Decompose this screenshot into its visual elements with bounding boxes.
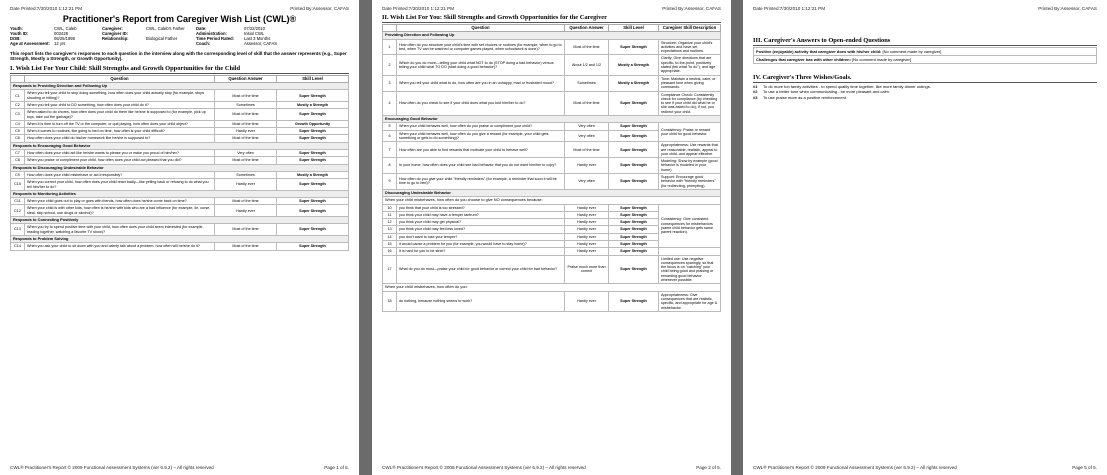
item-number: 8 (383, 158, 397, 174)
table-row (11, 150, 349, 157)
item-number: C11 (11, 198, 25, 205)
group-label: Responds to Discouraging Undesirable Behavior (11, 164, 349, 171)
subgroup-row (383, 284, 721, 291)
item-number: 11 (383, 211, 397, 218)
section-3-title: III. Caregiver's Answers to Open-ended Questions (753, 37, 1097, 46)
skill-description: Appropriateness: Give consequences that are realistic, specific, and appropriate for age & misbehavior. (659, 291, 721, 311)
answer-text: Sometimes (565, 75, 609, 91)
question-text: What do you do most—praise your child for good behavior or correct your child for bad behavior? (397, 255, 565, 284)
skill-level: Super Strength (609, 158, 659, 174)
group-label: Providing Direction and Following Up (383, 32, 721, 39)
section-4-title: IV. Caregiver's Three Wishes/Goals. (753, 74, 1097, 83)
item-number: C9 (11, 171, 25, 178)
question-text: it is hard for you to be strict? (397, 248, 565, 255)
info-label: Coach: (196, 41, 211, 46)
question-text: How often do you structure your child's time with set choices or routines (for example, when to go to bed, when TV can be watched or computer games played, when schoolwork is done)? (397, 39, 565, 55)
item-number: 6 (383, 130, 397, 142)
item-number: 18 (383, 291, 397, 311)
group-row (11, 190, 349, 197)
answer-text: Most of the time (215, 135, 277, 142)
info-label: Relationship: (102, 36, 129, 41)
group-row (11, 142, 349, 149)
open-ended-row: Positive (enjoyable) activity that caregiver does with his/her child: [No comment made by caregiver] (753, 47, 1097, 56)
skill-description: Tone: Maintain a neutral, calm, or pleasant tone when giving commands. (659, 75, 721, 91)
copyright: CWL® Practitioner's Report © 2009 Functional Assessment Systems (ver 6.9.2) – All rights reserved (382, 465, 586, 470)
skill-level: Super Strength (609, 233, 659, 240)
item-number: C3 (11, 109, 25, 121)
answer-text: Sometimes (215, 171, 277, 178)
col-num (383, 25, 397, 32)
answer-text: Hardly ever (215, 128, 277, 135)
question-text: How often does your child misbehave or act irresponsibly? (25, 171, 215, 178)
answer-text: Very often (565, 123, 609, 130)
question-text: When you correct your child, how often does your child react badly—like yelling back or refusing to do what you tell him/her to do? (25, 179, 215, 191)
question-text: When it comes to routines, like going to bed on time, how often is your child difficult? (25, 128, 215, 135)
item-number: 1 (383, 39, 397, 55)
info-value: Assessor, CAFAS (244, 41, 278, 46)
answer-text: Most of the time (565, 142, 609, 158)
skill-description: Appropriateness: Use rewards that are reasonable, realistic, appeal to your child, and appear effective. (659, 142, 721, 158)
answer-text: Hardly ever (565, 291, 609, 311)
table-row (11, 157, 349, 164)
table-row (383, 158, 721, 174)
answer-text: Most of the time (215, 224, 277, 236)
info-value: 003428 (54, 31, 68, 36)
answer-text: Hardly ever (565, 226, 609, 233)
table-row (11, 90, 349, 102)
answer-text: Most of the time (215, 243, 277, 250)
page-number: Page 2 of 5. (696, 465, 721, 470)
table-row (383, 174, 721, 190)
item-number: C8 (11, 157, 25, 164)
skill-level: Mostly a Strength (609, 55, 659, 75)
skill-level: Super Strength (277, 205, 349, 217)
item-number: C12 (11, 205, 25, 217)
item-number: 16 (383, 248, 397, 255)
info-label: Caregiver ID: (102, 31, 129, 36)
skill-description: Support: Encourage good behavior with "friendly reminders" (for redirecting, prompting). (659, 174, 721, 190)
item-number: 9 (383, 174, 397, 190)
group-label: Responds to Connecting Positively (11, 217, 349, 224)
question-text: How often are you able to find rewards that motivate your child to behave well? (397, 142, 565, 158)
info-label: Age at Assessment: (10, 41, 50, 46)
answer-text: Most of the time (215, 90, 277, 102)
table-row (11, 224, 349, 236)
skill-description: Structure: Organize your child's activities and have set expectations and routines. (659, 39, 721, 55)
skill-level: Super Strength (277, 179, 349, 191)
page-header (753, 6, 1097, 11)
skill-level: Super Strength (277, 150, 349, 157)
skill-level: Super Strength (277, 243, 349, 250)
group-row (11, 235, 349, 242)
col-answer: Question Answer (215, 75, 277, 82)
group-label: Responds to Providing Direction and Following Up (11, 83, 349, 90)
table-row (383, 75, 721, 91)
info-label: DOB: (10, 36, 21, 41)
answer-text: Hardly ever (565, 219, 609, 226)
item-number: 10 (383, 204, 397, 211)
wish-item: #2 To use a better tone when communicating - be more pleasant and calm. (753, 89, 890, 95)
youth-info-block (10, 26, 349, 46)
info-value: 07/22/2010 (244, 26, 265, 31)
skill-level: Super Strength (609, 226, 659, 233)
question-text: When you ask your child to sit down with you and calmly talk about a problem, how often will he/she do it? (25, 243, 215, 250)
item-number: C4 (11, 120, 25, 127)
item-number: 4 (383, 91, 397, 115)
question-text: When you tell your child to stop doing something, how often does your child actually stop (for example, stops shouting or hitting)? (25, 90, 215, 102)
item-number: 3 (383, 75, 397, 91)
open-ended-answers (753, 47, 1097, 65)
question-text: How often do you check to see if your child does what you told him/her to do? (397, 91, 565, 115)
item-number: C6 (11, 135, 25, 142)
printed-by: Printed By:Assessor, CAFAS (1038, 6, 1097, 11)
table-row (11, 179, 349, 191)
group-label: Responds to Encouraging Good Behavior (11, 142, 349, 149)
answer-text: Hardly ever (215, 205, 277, 217)
question-text: When you tell your child what to do, how often are you in an unhappy, mad or frustrated mood? (397, 75, 565, 91)
question-text: When it is time to turn off the TV or the computer, or quit playing, how often does your child object? (25, 120, 215, 127)
question-text: When your child behaves well, how often do you give a reward (for example, your child gets something or gets to do something)? (397, 130, 565, 142)
skill-level: Super Strength (609, 142, 659, 158)
skill-level: Super Strength (609, 211, 659, 218)
date-printed: Date Printed:7/30/2010 1:12:21 PM (382, 6, 455, 11)
skill-description: Modeling: Show by example (good behavior is modeled in your home). (659, 158, 721, 174)
report-page-2 (372, 0, 731, 475)
table-row (11, 128, 349, 135)
item-number: C2 (11, 102, 25, 109)
group-row (11, 164, 349, 171)
info-value: Last 3 Months (244, 36, 271, 41)
answer-text: Sometimes (215, 102, 277, 109)
col-skill: Skill Level (609, 25, 659, 32)
answer-text: Most of the time (215, 198, 277, 205)
answer-text: Hardly ever (565, 248, 609, 255)
answer-text: Most of the time (565, 39, 609, 55)
info-label: Time Period Rated: (196, 36, 235, 41)
question-text: How often does your child act like he/she wants to please you or make you proud of him/her? (25, 150, 215, 157)
answer-text: About 1/2 and 1/2 (565, 55, 609, 75)
question-text: you think your child may get physical? (397, 219, 565, 226)
skill-description: Compliance Check: Consistently check for compliance (by checking to see if your child did what he or she was asked to do); if not, you redirect your child. (659, 91, 721, 115)
wishes-list (753, 84, 1097, 100)
table-row (11, 120, 349, 127)
question-text: you don't want to lose your temper? (397, 233, 565, 240)
copyright: CWL® Practitioner's Report © 2009 Functional Assessment Systems (ver 6.9.2) – All rights reserved (753, 465, 957, 470)
question-text: When your child behaves well, how often do you praise or compliment your child? (397, 123, 565, 130)
info-value: 06/25/1998 (54, 36, 75, 41)
wish-item: #3 To use praise more as a positive reinforcement. (753, 94, 848, 100)
question-text: you think your child may feel less loved? (397, 226, 565, 233)
skill-description: Clarity: Give directions that are specific, to-the-point, positively stated (tell what "to do"), and age appropriate. (659, 55, 721, 75)
info-label (102, 41, 146, 46)
skill-level: Mostly a Strength (277, 102, 349, 109)
answer-text: Hardly ever (565, 204, 609, 211)
answer-text: Very often (565, 174, 609, 190)
item-number: 17 (383, 255, 397, 284)
wish-item: #1 To do more fun family activities - to spend quality time together, like more family dinner outings. (753, 84, 931, 90)
skill-level: Super Strength (609, 123, 659, 130)
info-label: Youth: (10, 26, 23, 31)
answer-text: Most of the time (215, 157, 277, 164)
page-footer (10, 465, 349, 470)
skill-description: Limited use: Use negative consequences sparingly, so that the focus is on "catching" your child being good and praising or rewarding good behavior whenever possible. (659, 255, 721, 284)
col-question: Question (25, 75, 215, 82)
answer-text: Most of the time (215, 109, 277, 121)
table-row (383, 91, 721, 115)
page-number: Page 5 of 5. (1072, 465, 1097, 470)
skill-level: Super Strength (277, 224, 349, 236)
page-header (10, 6, 349, 11)
skill-level: Super Strength (609, 291, 659, 311)
table-row (11, 205, 349, 217)
group-label: Responds to Problem Solving (11, 235, 349, 242)
skill-level: Super Strength (277, 135, 349, 142)
skill-level: Super Strength (277, 128, 349, 135)
table-row (383, 39, 721, 55)
info-value: Biological Father (146, 36, 178, 41)
report-page-5 (743, 0, 1107, 475)
skill-level: Super Strength (609, 204, 659, 211)
printed-by: Printed By:Assessor, CAFAS (290, 6, 349, 11)
skill-level: Super Strength (609, 240, 659, 247)
info-label: Administration: (196, 31, 227, 36)
section-1-title: I. Wish List For Your Child: Skill Strengths and Growth Opportunities for the Child (10, 65, 349, 74)
copyright: CWL® Practitioner's Report © 2009 Functional Assessment Systems (ver 6.9.2) – All rights reserved (10, 465, 214, 470)
skill-level: Super Strength (277, 109, 349, 121)
question-text: it would cause a problem for you (for example, you would have to stay home)? (397, 240, 565, 247)
caregiver-wish-list-table (382, 24, 721, 312)
item-number: 2 (383, 55, 397, 75)
section-2-title: II. Wish List For You: Skill Strengths and Growth Opportunities for the Caregiver (382, 14, 721, 23)
skill-level: Mostly a Strength (277, 171, 349, 178)
info-value: CWL, Caleb (54, 26, 77, 31)
table-row (11, 109, 349, 121)
skill-level: Super Strength (609, 174, 659, 190)
date-printed: Date Printed:7/30/2010 1:12:21 PM (10, 6, 83, 11)
table-row (383, 204, 721, 211)
skill-description: Consistency: Praise or reward your child for good behavior. (659, 123, 721, 142)
group-row (11, 83, 349, 90)
table-row (11, 102, 349, 109)
question-text: do nothing, because nothing seems to work? (397, 291, 565, 311)
page-footer (753, 465, 1097, 470)
table-row (383, 123, 721, 130)
col-description: Caregiver Skill Description (659, 25, 721, 32)
group-row (11, 217, 349, 224)
date-printed: Date Printed:7/30/2010 1:12:21 PM (753, 6, 826, 11)
info-value (146, 41, 196, 46)
answer-text: Hardly ever (565, 233, 609, 240)
item-number: C5 (11, 128, 25, 135)
group-label: Responds to Monitoring Activities (11, 190, 349, 197)
subgroup-label: When your child misbehaves, how often do you: (383, 284, 721, 291)
group-row (383, 116, 721, 123)
answer-text: Very often (565, 130, 609, 142)
skill-description (659, 248, 721, 255)
question-text: When you praise or compliment your child, how often does your child act pleased that you did? (25, 157, 215, 164)
skill-level: Super Strength (609, 255, 659, 284)
answer-text: Hardly ever (565, 158, 609, 174)
skill-description: Consistency: Give consistent consequences for misbehaviors (same child behavior gets same parent reaction). (659, 204, 721, 248)
skill-level: Growth Opportunity (277, 120, 349, 127)
info-value: Initial CWL (244, 31, 265, 36)
subgroup-label: When your child misbehaves, how often do you choose to give NO consequences because: (383, 197, 721, 204)
skill-level: Super Strength (609, 91, 659, 115)
item-number: 14 (383, 233, 397, 240)
table-row (383, 248, 721, 255)
info-value: CWL, Caleb's Father (146, 26, 185, 31)
skill-level: Super Strength (609, 219, 659, 226)
answer-text: Most of the time (565, 91, 609, 115)
col-question: Question (397, 25, 565, 32)
open-ended-row: Challenges that caregiver has with other children: [No comment made by caregiver] (753, 55, 1097, 64)
report-intro: This report lists the caregiver's responses to each question in the interview along with the corresponding level of skill that the answer represents (e.g., Super Strength, Mostly a Strength, or Growth Opportunity). (10, 51, 347, 62)
page-header (382, 6, 721, 11)
col-num (11, 75, 25, 82)
item-number: 12 (383, 219, 397, 226)
skill-level: Super Strength (277, 90, 349, 102)
question-text: When asked to do chores, how often does your child do them like he/she is supposed to (for example, pick up toys, take out the garbage)? (25, 109, 215, 121)
skill-level: Mostly a Strength (609, 75, 659, 91)
subgroup-row (383, 197, 721, 204)
question-text: How often does your child do his/her homework like he/she is supposed to? (25, 135, 215, 142)
item-number: 7 (383, 142, 397, 158)
table-row (383, 142, 721, 158)
page-footer (382, 465, 721, 470)
item-number: 5 (383, 123, 397, 130)
report-page-1 (0, 0, 359, 475)
question-text: you think your child may have a temper tantrum? (397, 211, 565, 218)
table-row (11, 171, 349, 178)
table-row (11, 243, 349, 250)
question-text: you think that your child is too stressed? (397, 204, 565, 211)
question-text: In your home, how often does your child see bad behavior that you do not want him/her to copy? (397, 158, 565, 174)
group-label: Discouraging Undesirable Behavior (383, 189, 721, 196)
item-number: C1 (11, 90, 25, 102)
answer-text: Hardly ever (565, 211, 609, 218)
question-text: Which do you do more—telling your child what NOT to do (STOP doing a bad behavior) versus telling your child what TO DO (start doing a good behavior)? (397, 55, 565, 75)
table-row (11, 135, 349, 142)
item-number: 15 (383, 240, 397, 247)
skill-level: Super Strength (609, 130, 659, 142)
page-number: Page 1 of 5. (324, 465, 349, 470)
answer-text: Very often (215, 150, 277, 157)
col-skill: Skill Level (277, 75, 349, 82)
answer-text: Most of the time (215, 120, 277, 127)
answer-text: Hardly ever (215, 179, 277, 191)
child-wish-list-table (10, 75, 349, 251)
item-number: C10 (11, 179, 25, 191)
table-row (11, 198, 349, 205)
col-answer: Question Answer (565, 25, 609, 32)
answer-text: Praise much more than correct (565, 255, 609, 284)
question-text: When your child is with other kids, how often is he/she with kids who are a bad influence (for example, lie, curse, steal, skip school, use drugs or alcohol)? (25, 205, 215, 217)
question-text: When your child goes out to play or goes with friends, how often does he/she come back on time? (25, 198, 215, 205)
group-row (383, 189, 721, 196)
group-row (383, 32, 721, 39)
info-label: Date: (196, 26, 207, 31)
table-row (383, 55, 721, 75)
report-title: Practitioner's Report from Caregiver Wish List (CWL)® (62, 14, 297, 24)
item-number: C7 (11, 150, 25, 157)
info-value: 12 yrs (54, 41, 66, 46)
skill-level: Super Strength (609, 248, 659, 255)
question-text: When you tell your child to DO something, how often does your child do it? (25, 102, 215, 109)
skill-level: Super Strength (609, 39, 659, 55)
question-text: How often do you give your child "friendly reminders" (for example, a reminder that soon it will be time to go to bed)? (397, 174, 565, 190)
item-number: 13 (383, 226, 397, 233)
table-row (383, 291, 721, 311)
printed-by: Printed By:Assessor, CAFAS (662, 6, 721, 11)
skill-level: Super Strength (277, 157, 349, 164)
group-label: Encouraging Good Behavior (383, 116, 721, 123)
info-label: Youth ID: (10, 31, 29, 36)
item-number: C13 (11, 224, 25, 236)
item-number: C14 (11, 243, 25, 250)
question-text: When you try to spend positive time with your child, how often does your child seem interested (for example, reading together, watching a favorite TV show)? (25, 224, 215, 236)
answer-text: Hardly ever (565, 240, 609, 247)
info-label: Caregiver: (102, 26, 123, 31)
skill-level: Super Strength (277, 198, 349, 205)
table-row (383, 255, 721, 284)
